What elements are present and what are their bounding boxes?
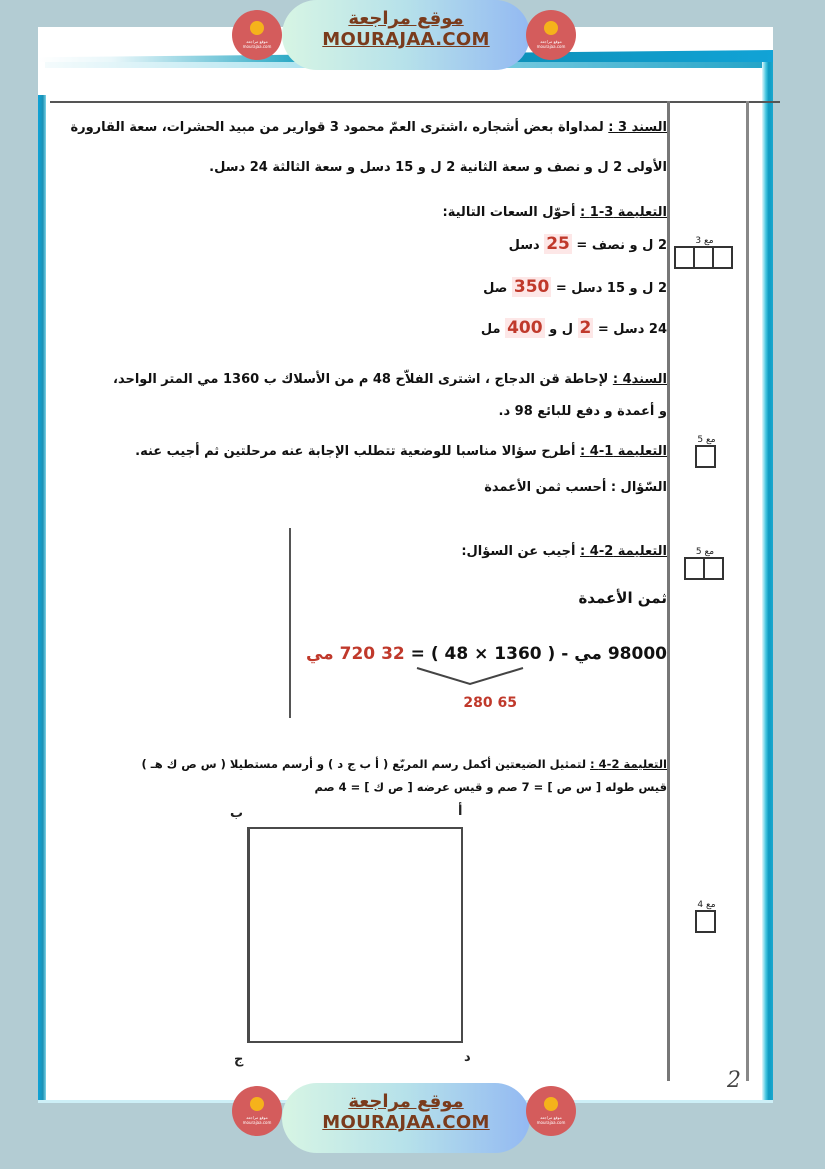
grade-label: مع 5: [695, 547, 715, 557]
vertex-d: د: [464, 1050, 471, 1065]
logo-icon: [250, 21, 264, 35]
brace-icon: [415, 665, 525, 687]
logo-icon: [544, 21, 558, 35]
table-right-edge: [746, 101, 749, 1081]
watermark-arabic: موقع مراجعة: [348, 1091, 464, 1112]
grade-column-divider: [667, 101, 670, 1081]
grade-cell[interactable]: [703, 557, 724, 580]
task41-label: التعليمة 1-4 :: [580, 444, 667, 459]
conversion-row-2: [483, 277, 667, 297]
sanad3-line1: [70, 120, 667, 135]
grade-cell[interactable]: [684, 557, 705, 580]
answer-value: 2: [579, 318, 592, 338]
badge-text: موقع مراجعة mourajaa.com: [536, 1115, 566, 1125]
task31-label: التعليمة 3-1 :: [580, 205, 667, 220]
task42-label: التعليمة 2-4 :: [580, 544, 667, 559]
sanad3-label: السند 3 :: [608, 120, 667, 135]
answer-value: 350: [513, 277, 550, 297]
watermark-badge-left-top: [232, 10, 282, 60]
grade-cells: [686, 557, 724, 580]
logo-icon: [250, 1097, 264, 1111]
task41-text: أطرح سؤالا مناسبا للوضعية تتطلب الإجابة عنه مرحلتين ثم أجيب عنه.: [135, 444, 576, 459]
watermark-latin: MOURAJAA.COM: [322, 29, 490, 50]
grade-cell[interactable]: [695, 910, 716, 933]
frame-band-left: [38, 95, 46, 1103]
watermark-badge-left-bottom: [232, 1086, 282, 1136]
watermark-badge-right-bottom: [526, 1086, 576, 1136]
task41-question: السّؤال : أحسب ثمن الأعمدة: [484, 480, 667, 495]
watermark-arabic: موقع مراجعة: [348, 8, 464, 29]
grade-label: مع 3: [695, 236, 714, 246]
grade-cell[interactable]: [695, 445, 716, 468]
page-number: 2: [727, 1068, 741, 1093]
calculation-result: 32 720 مي: [305, 644, 405, 664]
grade-cells: [697, 445, 716, 468]
answer-value-2: 400: [507, 318, 543, 338]
logo-icon: [544, 1097, 558, 1111]
grade-cell[interactable]: [712, 246, 733, 269]
grade-cells: [697, 910, 716, 933]
watermark-pill-bottom[interactable]: [282, 1083, 530, 1153]
sanad3-line2: الأولى 2 ل و نصف و سعة الثانية 2 ل و 15 دسل و سعة الثالثة 24 دسل.: [209, 160, 667, 175]
grade-cell[interactable]: [674, 246, 695, 269]
grade-label: مع 5: [697, 435, 716, 445]
task42b-line2: قيس طوله [ س ص ] = 7 صم و قيس عرضه [ ص ك ] = 4 صم: [314, 780, 667, 794]
answer-value: 25: [546, 234, 570, 254]
calculation-line: [306, 644, 667, 664]
intermediate-result: 65 280: [463, 695, 517, 711]
conversion-left: 24 دسل =: [597, 322, 667, 337]
sanad4-line2: و أعمدة و دفع للبائع 98 د.: [498, 404, 667, 419]
margin-vertical-line: [289, 528, 291, 718]
badge-text: موقع مراجعة mourajaa.com: [242, 1115, 272, 1125]
task42b-text1: لتمثيل الضيعتين أكمل رسم المربّع ( أ ب ج د ) و أرسم مستطيلا ( س ص ك هـ ): [141, 757, 587, 771]
task41-heading: [135, 444, 667, 459]
grade-box-task31: [676, 236, 733, 269]
sanad4-line1: [113, 372, 667, 387]
conversion-row-3: [481, 318, 667, 338]
watermark-badge-right-top: [526, 10, 576, 60]
badge-text: موقع مراجعة mourajaa.com: [536, 39, 566, 49]
conversion-mid: ل و: [549, 322, 573, 337]
intermediate-line: [463, 695, 517, 711]
conversion-unit: دسل: [508, 238, 540, 253]
watermark-pill-top[interactable]: [282, 0, 530, 70]
task42-heading: [461, 544, 667, 559]
badge-text: موقع مراجعة mourajaa.com: [242, 39, 272, 49]
task31-text: أحوّل السعات التالية:: [442, 205, 576, 220]
sanad4-text1: لإحاطة قن الدجاج ، اشترى الفلاّح 48 م من الأسلاك ب 1360 مي المتر الواحد،: [113, 372, 609, 387]
sanad3-text1: لمداواة بعض أشجاره ،اشترى العمّ محمود 3 قوارير من مبيد الحشرات، سعة القارورة: [70, 120, 604, 135]
vertex-a: أ: [458, 804, 463, 819]
grade-box-task42: [686, 547, 724, 580]
conversion-left: 2 ل و 15 دسل =: [555, 281, 667, 296]
grade-label: مع 4: [697, 900, 716, 910]
conversion-left: 2 ل و نصف =: [576, 238, 667, 253]
vertex-c: ج: [234, 1052, 244, 1067]
task42b-label: التعليمة 2-4 :: [590, 757, 667, 771]
grade-cells: [676, 246, 733, 269]
vertex-b: ب: [230, 806, 244, 821]
grade-box-task42b: [697, 900, 716, 933]
grade-box-task41: [697, 435, 716, 468]
square-abcd[interactable]: [247, 827, 463, 1043]
task42-subtitle: ثمن الأعمدة: [578, 589, 667, 607]
table-top-rule: [50, 101, 780, 103]
conversion-row-1: [509, 234, 667, 254]
grade-cell[interactable]: [693, 246, 714, 269]
calculation-expression: 98000 مي - ( 1360 × 48 ) =: [410, 644, 667, 664]
task31-heading: [443, 205, 667, 220]
watermark-latin: MOURAJAA.COM: [322, 1112, 490, 1133]
frame-band-right: [762, 62, 773, 1103]
conversion-unit: صل: [483, 281, 508, 296]
task42b-line1: [142, 757, 667, 771]
task42-text: أجيب عن السؤال:: [461, 544, 576, 559]
conversion-unit: مل: [480, 322, 501, 337]
sanad4-label: السند4 :: [612, 372, 667, 387]
